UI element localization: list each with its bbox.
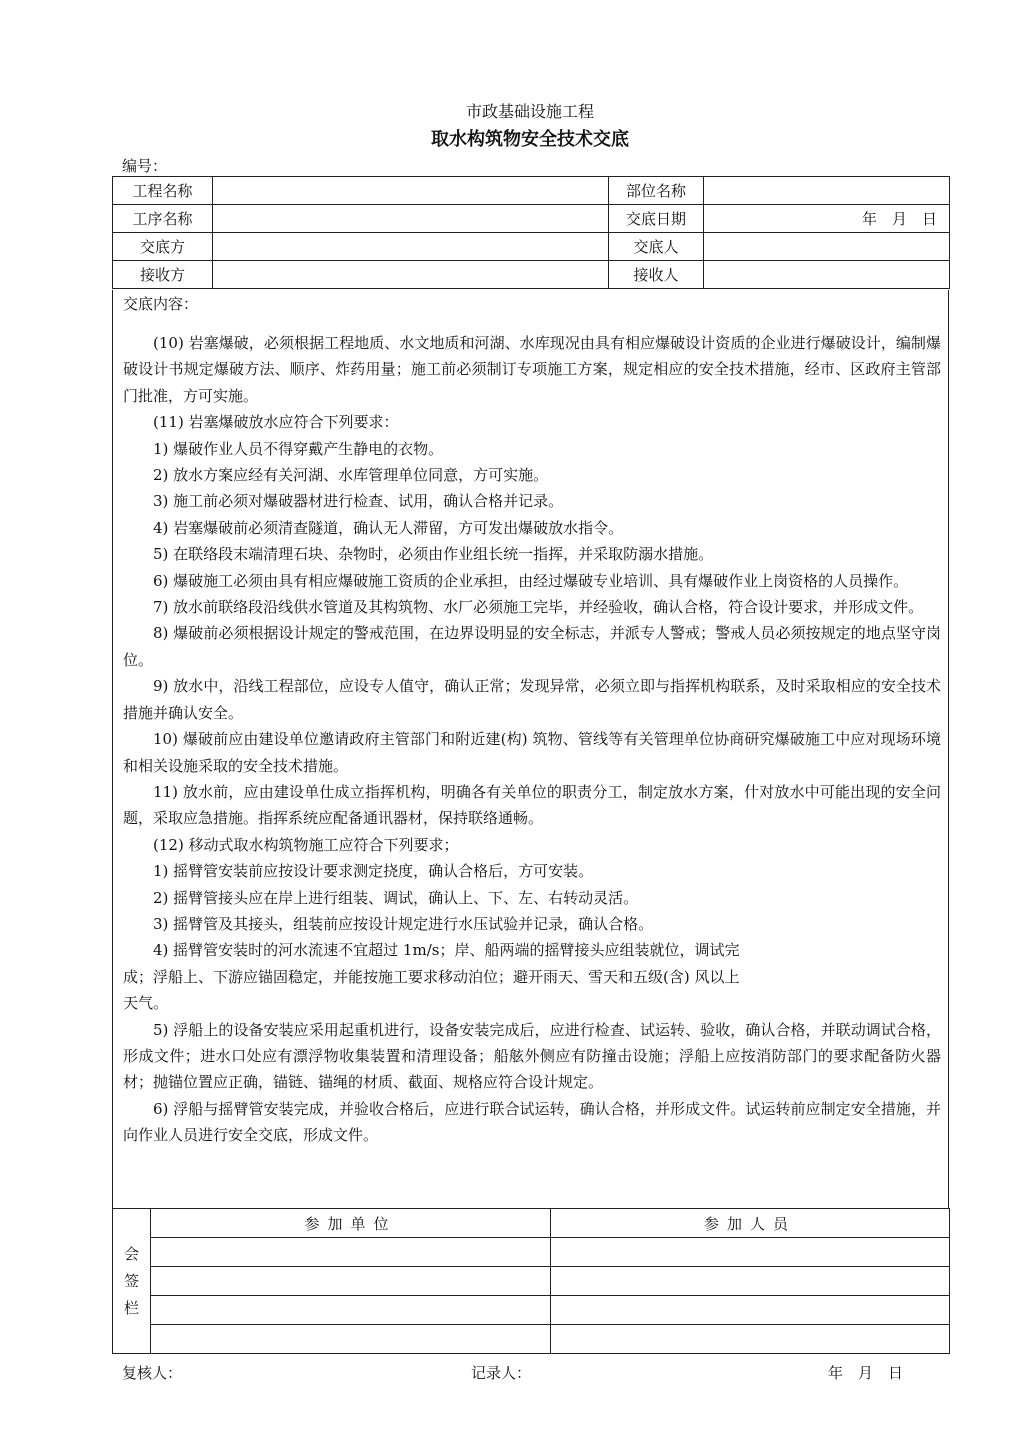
content-paragraph: 1) 摇臂管安装前应按设计要求测定挠度，确认合格后，方可安装。 — [153, 862, 594, 881]
content-paragraph: 1) 爆破作业人员不得穿戴产生静电的衣物。 — [153, 439, 444, 458]
person-column-header: 参加人员 — [551, 1209, 950, 1238]
disclosure-date-label: 交底日期 — [609, 205, 704, 233]
person-cell[interactable] — [551, 1267, 950, 1296]
document-number-label: 编号： — [122, 157, 168, 175]
project-name-field[interactable] — [213, 177, 609, 205]
unit-cell[interactable] — [151, 1267, 551, 1296]
signoff-row — [113, 1325, 950, 1354]
side-char: 签 — [123, 1271, 139, 1290]
person-cell[interactable] — [551, 1325, 950, 1354]
disclosure-date-field[interactable]: 年 月 日 — [704, 205, 950, 233]
signoff-table — [112, 1208, 950, 1354]
info-row — [113, 261, 950, 289]
signoff-side-label — [113, 1209, 151, 1354]
process-name-label: 工序名称 — [113, 205, 213, 233]
content-paragraph: (11) 岩塞爆破放水应符合下列要求： — [153, 413, 399, 432]
recorder-label: 记录人： — [471, 1364, 532, 1382]
signoff-row — [113, 1296, 950, 1325]
info-row — [113, 233, 950, 261]
signoff-row — [113, 1238, 950, 1267]
document-title: 取水构筑物安全技术交底 — [431, 129, 629, 150]
content-paragraph: 2) 摇臂管接头应在岸上进行组装、调试，确认上、下、左、右转动灵活。 — [153, 888, 639, 907]
receiver-party-field[interactable] — [213, 261, 609, 289]
info-row — [113, 177, 950, 205]
content-paragraph: 6) 浮船与摇臂管安装完成，并验收合格后，应进行联合试运转，确认合格，并形成文件。试运转前应制定安全措施，并向作业人员进行安全交底，形成文件。 — [123, 1099, 941, 1145]
content-paragraph: 11) 放水前，应由建设单仕成立指挥机构，明确各有关单位的职责分工，制定放水方案，什对放水中可能出现的安全问题，采取应急措施。指挥系统应配备通讯器材，保持联络通畅。 — [123, 782, 941, 828]
side-char: 会 — [123, 1244, 139, 1263]
discloser-party-field[interactable] — [213, 233, 609, 261]
discloser-party-label: 交底方 — [113, 233, 213, 261]
content-paragraph: 8) 爆破前必须根据设计规定的警戒范围，在边界设明显的安全标志，并派专人警戒；警戒人员必须按规定的地点坚守岗位。 — [123, 624, 941, 669]
disclosure-content-box — [112, 290, 949, 1208]
content-paragraph: 5) 浮船上的设备安装应采用起重机进行，设备安装完成后，应进行检查、试运转、验收，确认合格，并联动调试合格，形成文件；进水口处应有漂浮物收集装置和清理设备；船舷外侧应有防撞击设施；浮船上应按消防部门的要求配备防火器材；抛锚位置应正确，锚链、锚绳的材质、截面、规格应符合设计规定。 — [123, 1020, 941, 1092]
signoff-header-row — [113, 1209, 950, 1238]
content-label: 交底内容： — [123, 295, 199, 313]
content-paragraph: 3) 施工前必须对爆破器材进行检查、试用，确认合格并记录。 — [153, 492, 564, 511]
content-paragraph: 3) 摇臂管及其接头，组装前应按设计规定进行水压试验并记录，确认合格。 — [153, 914, 654, 933]
discloser-label: 交底人 — [609, 233, 704, 261]
person-cell[interactable] — [551, 1238, 950, 1267]
receiver-field[interactable] — [704, 261, 950, 289]
part-name-field[interactable] — [704, 177, 950, 205]
receiver-party-label: 接收方 — [113, 261, 213, 289]
unit-column-header: 参加单位 — [151, 1209, 551, 1238]
content-paragraph: 4) 摇臂管安装时的河水流速不宜超过 1m/s；岸、船两端的摇臂接头应组装就位，调试完 — [153, 941, 740, 960]
content-paragraph: 2) 放水方案应经有关河湖、水库管理单位同意，方可实施。 — [153, 466, 549, 485]
content-paragraph: (10) 岩塞爆破，必须根据工程地质、水文地质和河湖、水库现况由具有相应爆破设计资质的企业进行爆破设计，编制爆破设计书规定爆破方法、顺序、炸药用量；施工前必须制订专项施工方案，规定相应的安全技术措施，经市、区政府主管部门批准，方可实施。 — [123, 334, 941, 405]
info-table — [112, 176, 950, 289]
content-paragraph: 4) 岩塞爆破前必须清查隧道，确认无人滞留，方可发出爆破放水指令。 — [153, 518, 624, 537]
info-row — [113, 205, 950, 233]
content-paragraph: 7) 放水前联络段沿线供水管道及其构筑物、水厂必须施工完毕，并经验收，确认合格，符合设计要求，并形成文件。 — [153, 598, 924, 617]
unit-cell[interactable] — [151, 1238, 551, 1267]
unit-cell[interactable] — [151, 1325, 551, 1354]
document-subtitle: 市政基础设施工程 — [465, 102, 594, 121]
content-paragraph: 6) 爆破施工必须由具有相应爆破施工资质的企业承担，由经过爆破专业培训、具有爆破作业上岗资格的人员操作。 — [153, 571, 909, 590]
content-paragraph: 10) 爆破前应由建设单位邀请政府主管部门和附近建(构) 筑物、管线等有关管理单位协商研究爆破施工中应对现场环境和相关设施采取的安全技术措施。 — [123, 730, 941, 775]
content-paragraph: 9) 放水中，沿线工程部位，应设专人值守，确认正常；发现异常，必须立即与指挥机构联系，及时采取相应的安全技术措施并确认安全。 — [123, 677, 941, 722]
person-cell[interactable] — [551, 1296, 950, 1325]
receiver-label: 接收人 — [609, 261, 704, 289]
content-paragraph: 成；浮船上、下游应锚固稳定，并能按施工要求移动泊位；避开雨天、雪天和五级(含) 风以上 — [123, 967, 740, 986]
side-char: 栏 — [123, 1298, 139, 1317]
process-name-field[interactable] — [213, 205, 609, 233]
unit-cell[interactable] — [151, 1296, 551, 1325]
project-name-label: 工程名称 — [113, 177, 213, 205]
content-paragraph: (12) 移动式取水构筑物施工应符合下列要求； — [153, 835, 459, 854]
content-paragraph: 5) 在联络段末端清理石块、杂物时，必须由作业组长统一指挥，并采取防溺水措施。 — [153, 545, 714, 564]
discloser-field[interactable] — [704, 233, 950, 261]
signoff-row — [113, 1267, 950, 1296]
content-paragraph: 天气。 — [123, 994, 169, 1013]
reviewer-label: 复核人： — [122, 1364, 183, 1382]
content-paragraphs — [123, 330, 941, 1149]
footer-date: 年 月 日 — [828, 1364, 904, 1382]
part-name-label: 部位名称 — [609, 177, 704, 205]
